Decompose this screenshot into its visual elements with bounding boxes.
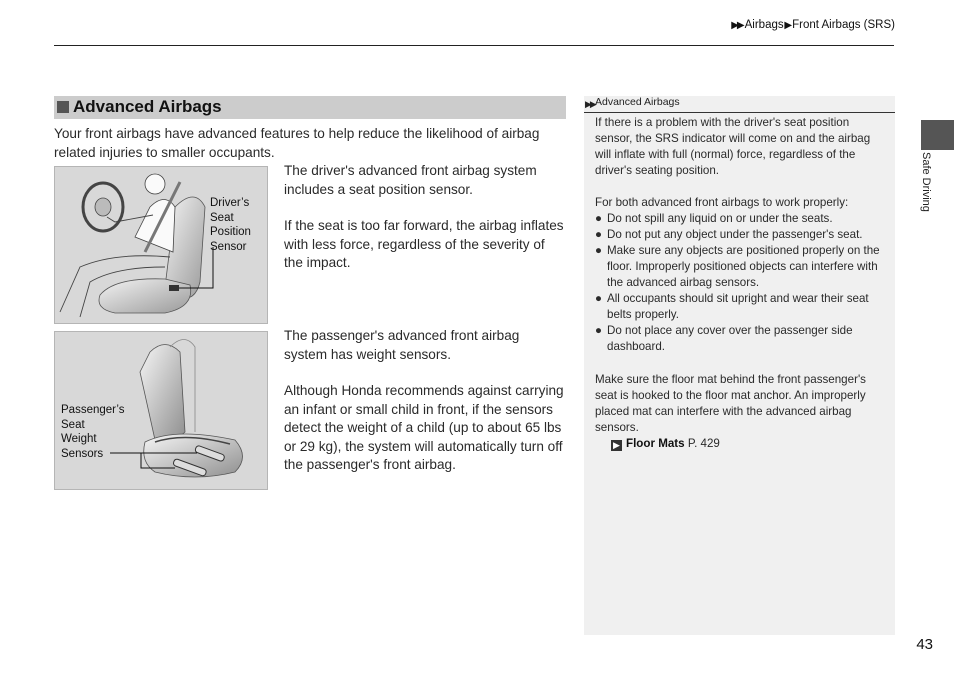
passenger-paragraph-1: The passenger's advanced front airbag system has weight sensors. — [284, 328, 520, 362]
chapter-tab-label[interactable]: Safe Driving — [920, 152, 932, 212]
floor-mats-link[interactable] — [611, 436, 720, 452]
reference-title[interactable]: Floor Mats — [626, 437, 685, 450]
note-paragraph-1: If there is a problem with the driver's seat position sensor, the SRS indicator will come on and the airbag will inflate with full (normal) force, regardless of the driver's seating position. — [595, 116, 871, 177]
label-line: Position — [210, 226, 251, 238]
list-item: ● Do not spill any liquid on or under the seats. — [595, 212, 833, 225]
header-divider — [54, 45, 894, 46]
bullet-icon: ● — [595, 324, 603, 337]
label-line: Passenger’s — [61, 404, 125, 416]
driver-sensor-label — [210, 196, 251, 254]
breadcrumb-separator-icon: ▶ — [783, 20, 791, 31]
reference-arrow-icon: ▶ — [611, 440, 622, 451]
list-item: ● Make sure any objects are positioned properly on the floor. Improperly positioned objects can interfere with the advanced airbag sensors. — [595, 244, 880, 289]
bullet-icon: ● — [595, 244, 603, 257]
chapter-tab-marker[interactable] — [921, 120, 954, 150]
list-item: ● Do not put any object under the passenger's seat. — [595, 228, 863, 241]
section-heading — [54, 96, 566, 119]
note-title-row — [584, 96, 895, 113]
bullet-icon: ● — [595, 212, 603, 225]
label-line: Sensor — [210, 240, 247, 253]
bullet-icon: ● — [595, 228, 603, 241]
breadcrumb-arrow-icon: ▶▶ — [731, 20, 743, 31]
bullet-icon: ● — [595, 292, 603, 305]
chapter-tab-label-wrap — [920, 152, 934, 232]
label-line: Sensors — [61, 447, 104, 460]
reference-page[interactable]: P. 429 — [687, 437, 720, 450]
passenger-seat-illustration — [54, 331, 268, 490]
note-paragraph-2: For both advanced front airbags to work properly: — [595, 196, 849, 209]
driver-paragraph-2: If the seat is too far forward, the airbag inflates with less force, regardless of the severity of the impact. — [284, 218, 564, 271]
label-line: Weight — [61, 433, 97, 445]
note-bullet-list — [595, 211, 887, 355]
note-title: Advanced Airbags — [595, 96, 680, 108]
breadcrumb-airbags[interactable]: Airbags — [744, 19, 784, 31]
driver-seat-illustration — [54, 166, 268, 324]
page-number: 43 — [916, 636, 933, 653]
heading-square-icon — [57, 101, 69, 113]
label-line: Driver’s — [210, 197, 250, 209]
note-paragraph-3: Make sure the floor mat behind the front passenger's seat is hooked to the floor mat anchor. An improperly placed mat can interfere with the advanced airbag sensors. — [595, 373, 866, 434]
list-item: ● Do not place any cover over the passenger side dashboard. — [595, 324, 853, 353]
note-marker-icon: ▶▶ — [585, 99, 595, 109]
breadcrumb — [731, 19, 895, 31]
list-item: ● All occupants should sit upright and wear their seat belts properly. — [595, 292, 869, 321]
breadcrumb-front-airbags[interactable]: Front Airbags (SRS) — [792, 19, 895, 31]
label-line: Seat — [61, 418, 85, 431]
label-line: Seat — [210, 211, 234, 224]
section-title: Advanced Airbags — [73, 97, 222, 116]
driver-paragraph-1: The driver's advanced front airbag system includes a seat position sensor. — [284, 163, 537, 197]
intro-paragraph: Your front airbags have advanced features to help reduce the likelihood of airbag related injuries to smaller occupants. — [54, 126, 540, 160]
passenger-paragraph-2: Although Honda recommends against carrying an infant or small child in front, if the sensors detect the weight of a child (up to about 65 lbs or 29 kg), the system will automatically turn off the passenger's front airbag. — [284, 383, 564, 473]
passenger-sensor-label — [61, 403, 125, 461]
